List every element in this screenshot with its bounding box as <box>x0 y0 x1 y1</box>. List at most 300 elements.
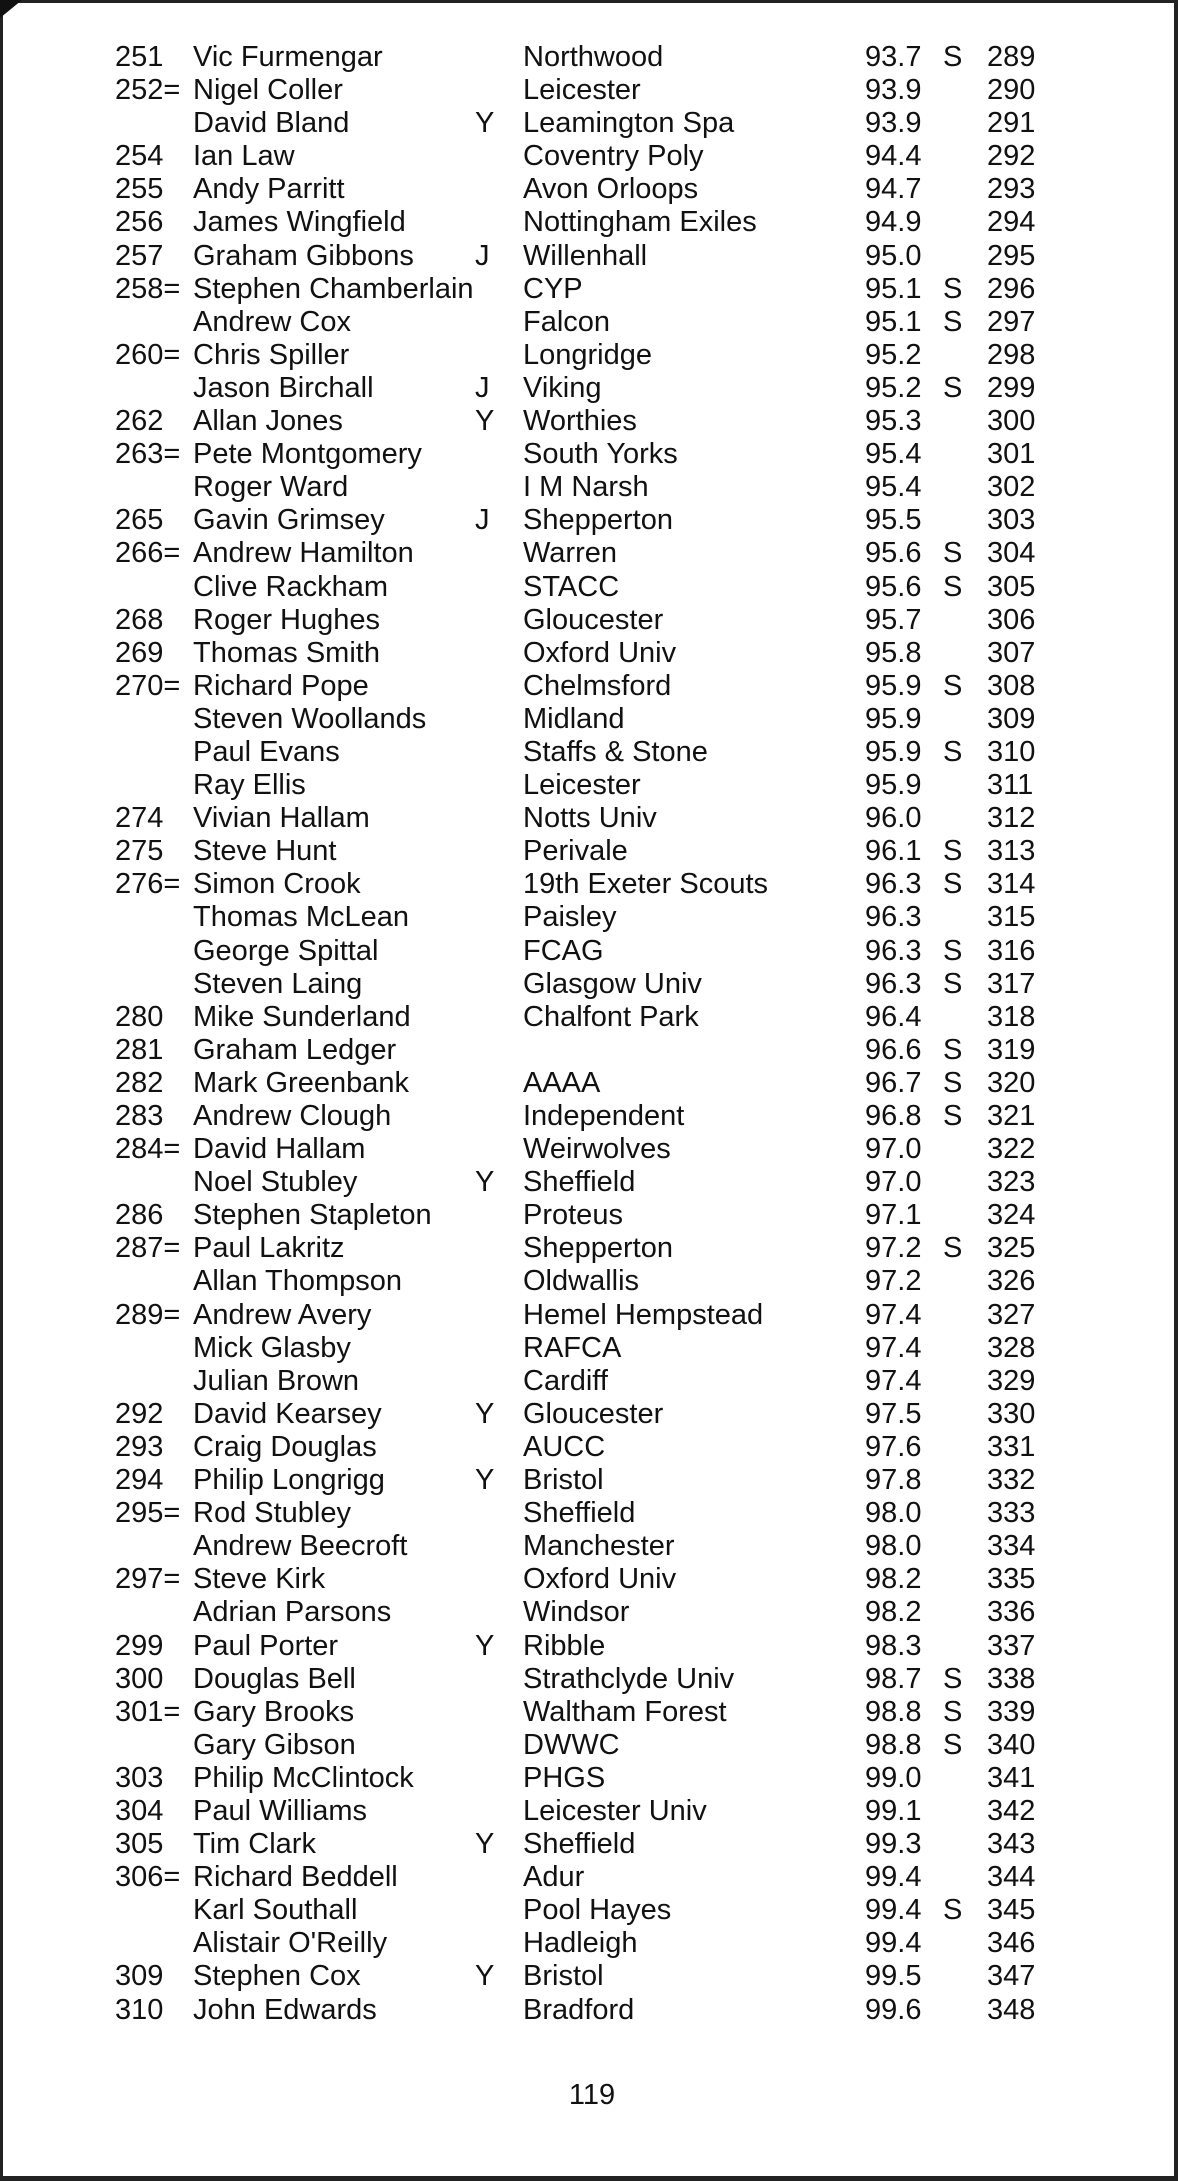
result-row <box>115 1464 1075 1497</box>
position: 257 <box>115 239 164 272</box>
club-name: Longridge <box>523 338 652 371</box>
overall-number: 344 <box>987 1861 1036 1894</box>
athlete-name: Alistair O'Reilly <box>193 1927 388 1960</box>
club-name: Windsor <box>523 1596 630 1629</box>
time-value: 98.8 <box>865 1728 922 1761</box>
time-value: 95.0 <box>865 239 922 272</box>
time-value: 95.4 <box>865 438 922 471</box>
result-row <box>115 1696 1075 1729</box>
time-value: 97.0 <box>865 1166 922 1199</box>
time-value: 97.5 <box>865 1397 922 1430</box>
overall-number: 338 <box>987 1662 1036 1695</box>
club-name: Hemel Hempstead <box>523 1298 764 1331</box>
overall-number: 289 <box>987 41 1036 73</box>
overall-number: 292 <box>987 140 1036 173</box>
athlete-name: Pete Montgomery <box>193 438 422 471</box>
overall-number: 331 <box>987 1430 1036 1463</box>
result-row <box>115 1563 1075 1596</box>
position: 293 <box>115 1430 164 1463</box>
age-category: Y <box>475 1464 495 1497</box>
result-row <box>115 273 1075 306</box>
overall-number: 300 <box>987 405 1036 438</box>
athlete-name: Steve Hunt <box>193 835 337 868</box>
club-name: Sheffield <box>523 1166 636 1199</box>
result-row <box>115 703 1075 736</box>
overall-number: 299 <box>987 371 1036 404</box>
result-row <box>115 537 1075 570</box>
position: 263= <box>115 438 181 471</box>
result-row <box>115 1828 1075 1861</box>
athlete-name: Vivian Hallam <box>193 802 370 835</box>
club-name: Weirwolves <box>523 1133 671 1166</box>
club-name: Adur <box>523 1861 585 1894</box>
position: 299 <box>115 1629 164 1662</box>
time-value: 95.6 <box>865 570 922 603</box>
club-name: Leamington Spa <box>523 107 735 140</box>
position: 258= <box>115 272 181 305</box>
position: 303 <box>115 1761 164 1794</box>
status-flag: S <box>943 669 963 702</box>
club-name: Ribble <box>523 1629 606 1662</box>
club-name: Coventry Poly <box>523 140 704 173</box>
athlete-name: David Hallam <box>193 1133 366 1166</box>
club-name: Chalfont Park <box>523 1000 699 1033</box>
club-name: Shepperton <box>523 1232 673 1265</box>
time-value: 96.3 <box>865 934 922 967</box>
status-flag: S <box>943 835 963 868</box>
position: 281 <box>115 1033 164 1066</box>
result-row <box>115 1861 1075 1894</box>
athlete-name: Andrew Hamilton <box>193 537 414 570</box>
position: 304 <box>115 1794 164 1827</box>
athlete-name: John Edwards <box>193 1993 377 2026</box>
overall-number: 298 <box>987 338 1036 371</box>
time-value: 97.4 <box>865 1298 922 1331</box>
athlete-name: Allan Jones <box>193 405 343 438</box>
club-name: Midland <box>523 702 625 735</box>
time-value: 95.1 <box>865 272 922 305</box>
athlete-name: Clive Rackham <box>193 570 388 603</box>
overall-number: 347 <box>987 1960 1036 1993</box>
club-name: Gloucester <box>523 1397 664 1430</box>
position: 309 <box>115 1960 164 1993</box>
overall-number: 291 <box>987 107 1036 140</box>
position: 275 <box>115 835 164 868</box>
athlete-name: Tim Clark <box>193 1828 316 1861</box>
result-row <box>115 670 1075 703</box>
position: 310 <box>115 1993 164 2026</box>
time-value: 99.3 <box>865 1828 922 1861</box>
club-name: Pool Hayes <box>523 1894 672 1927</box>
club-name: RAFCA <box>523 1331 622 1364</box>
result-row <box>115 1729 1075 1762</box>
athlete-name: Philip McClintock <box>193 1761 414 1794</box>
time-value: 96.1 <box>865 835 922 868</box>
overall-number: 308 <box>987 669 1036 702</box>
athlete-name: Allan Thompson <box>193 1265 403 1298</box>
athlete-name: Steven Woollands <box>193 702 427 735</box>
athlete-name: Mick Glasby <box>193 1331 351 1364</box>
athlete-name: Gavin Grimsey <box>193 504 385 537</box>
result-row <box>115 140 1075 173</box>
position: 256 <box>115 206 164 239</box>
athlete-name: Adrian Parsons <box>193 1596 392 1629</box>
status-flag: S <box>943 868 963 901</box>
position: 287= <box>115 1232 181 1265</box>
athlete-name: Douglas Bell <box>193 1662 356 1695</box>
overall-number: 323 <box>987 1166 1036 1199</box>
overall-number: 304 <box>987 537 1036 570</box>
position: 301= <box>115 1695 181 1728</box>
club-name: Independent <box>523 1100 685 1132</box>
overall-number: 327 <box>987 1298 1036 1331</box>
result-row <box>115 1232 1075 1265</box>
position: 270= <box>115 669 181 702</box>
result-row <box>115 1497 1075 1530</box>
athlete-name: Stephen Cox <box>193 1960 361 1993</box>
result-row <box>115 306 1075 339</box>
club-name: FCAG <box>523 934 604 967</box>
overall-number: 336 <box>987 1596 1036 1629</box>
status-flag: S <box>943 305 963 338</box>
result-row <box>115 1927 1075 1960</box>
club-name: DWWC <box>523 1728 620 1761</box>
result-row <box>115 173 1075 206</box>
time-value: 97.6 <box>865 1430 922 1463</box>
result-row <box>115 1034 1075 1067</box>
time-value: 96.8 <box>865 1100 922 1132</box>
athlete-name: Paul Williams <box>193 1794 368 1827</box>
overall-number: 311 <box>987 769 1034 802</box>
athlete-name: Andrew Cox <box>193 305 351 338</box>
page-number: 119 <box>568 2079 616 2111</box>
time-value: 97.2 <box>865 1265 922 1298</box>
club-name: Oxford Univ <box>523 1563 677 1596</box>
club-name: Hadleigh <box>523 1927 638 1960</box>
athlete-name: Julian Brown <box>193 1364 360 1397</box>
time-value: 98.0 <box>865 1497 922 1530</box>
club-name: Oxford Univ <box>523 636 677 669</box>
athlete-name: Mark Greenbank <box>193 1066 409 1099</box>
athlete-name: Chris Spiller <box>193 338 350 371</box>
result-row <box>115 1133 1075 1166</box>
age-category: Y <box>475 1629 495 1662</box>
position: 262 <box>115 405 164 438</box>
club-name: Chelmsford <box>523 669 672 702</box>
result-row <box>115 1100 1075 1133</box>
age-category: Y <box>475 1828 495 1861</box>
athlete-name: David Kearsey <box>193 1397 382 1430</box>
position: 297= <box>115 1563 181 1596</box>
time-value: 97.0 <box>865 1133 922 1166</box>
overall-number: 345 <box>987 1894 1036 1927</box>
club-name: 19th Exeter Scouts <box>523 868 769 901</box>
result-row <box>115 1530 1075 1563</box>
position: 294 <box>115 1464 164 1497</box>
result-row <box>115 968 1075 1001</box>
athlete-name: Paul Evans <box>193 735 340 768</box>
result-row <box>115 571 1075 604</box>
club-name: AUCC <box>523 1430 606 1463</box>
position: 282 <box>115 1066 164 1099</box>
result-row <box>115 107 1075 140</box>
time-value: 97.4 <box>865 1331 922 1364</box>
club-name: Leicester <box>523 74 641 107</box>
athlete-name: Andrew Clough <box>193 1100 392 1132</box>
overall-number: 293 <box>987 173 1036 206</box>
club-name: Sheffield <box>523 1828 636 1861</box>
time-value: 99.4 <box>865 1894 922 1927</box>
overall-number: 314 <box>987 868 1036 901</box>
result-row <box>115 372 1075 405</box>
position: 266= <box>115 537 181 570</box>
overall-number: 324 <box>987 1199 1036 1232</box>
time-value: 98.2 <box>865 1563 922 1596</box>
club-name: Warren <box>523 537 617 570</box>
overall-number: 333 <box>987 1497 1036 1530</box>
overall-number: 306 <box>987 603 1036 636</box>
time-value: 95.9 <box>865 702 922 735</box>
status-flag: S <box>943 1066 963 1099</box>
time-value: 93.9 <box>865 74 922 107</box>
club-name: Northwood <box>523 41 664 73</box>
time-value: 96.0 <box>865 802 922 835</box>
result-row <box>115 1894 1075 1927</box>
time-value: 96.7 <box>865 1066 922 1099</box>
overall-number: 310 <box>987 735 1036 768</box>
overall-number: 301 <box>987 438 1036 471</box>
athlete-name: Philip Longrigg <box>193 1464 385 1497</box>
overall-number: 346 <box>987 1927 1036 1960</box>
overall-number: 341 <box>987 1761 1036 1794</box>
status-flag: S <box>943 537 963 570</box>
result-row <box>115 1596 1075 1629</box>
athlete-name: Vic Furmengar <box>193 41 383 73</box>
status-flag: S <box>943 1695 963 1728</box>
result-row <box>115 769 1075 802</box>
athlete-name: Graham Ledger <box>193 1033 397 1066</box>
status-flag: S <box>943 570 963 603</box>
overall-number: 343 <box>987 1828 1036 1861</box>
status-flag: S <box>943 371 963 404</box>
athlete-name: Gary Gibson <box>193 1728 356 1761</box>
time-value: 96.3 <box>865 967 922 1000</box>
status-flag: S <box>943 967 963 1000</box>
result-row <box>115 1960 1075 1993</box>
result-row <box>115 1199 1075 1232</box>
time-value: 95.4 <box>865 471 922 504</box>
time-value: 95.8 <box>865 636 922 669</box>
athlete-name: Paul Porter <box>193 1629 339 1662</box>
result-row <box>115 471 1075 504</box>
club-name: Notts Univ <box>523 802 657 835</box>
age-category: J <box>475 239 490 272</box>
athlete-name: Steven Laing <box>193 967 363 1000</box>
overall-number: 322 <box>987 1133 1036 1166</box>
overall-number: 312 <box>987 802 1036 835</box>
position: 284= <box>115 1133 181 1166</box>
club-name: Bristol <box>523 1464 604 1497</box>
result-row <box>115 405 1075 438</box>
athlete-name: James Wingfield <box>193 206 406 239</box>
result-row <box>115 438 1075 471</box>
overall-number: 294 <box>987 206 1036 239</box>
position: 283 <box>115 1100 164 1132</box>
time-value: 95.1 <box>865 305 922 338</box>
time-value: 99.4 <box>865 1927 922 1960</box>
position: 255 <box>115 173 164 206</box>
overall-number: 340 <box>987 1728 1036 1761</box>
athlete-name: Stephen Chamberlain <box>193 272 474 305</box>
position: 260= <box>115 338 181 371</box>
club-name: Willenhall <box>523 239 648 272</box>
overall-number: 326 <box>987 1265 1036 1298</box>
overall-number: 330 <box>987 1397 1036 1430</box>
result-row <box>115 736 1075 769</box>
time-value: 97.2 <box>865 1232 922 1265</box>
overall-number: 335 <box>987 1563 1036 1596</box>
result-row <box>115 835 1075 868</box>
result-row <box>115 802 1075 835</box>
result-row <box>115 240 1075 273</box>
club-name: Waltham Forest <box>523 1695 727 1728</box>
status-flag: S <box>943 1894 963 1927</box>
athlete-name: George Spittal <box>193 934 379 967</box>
result-row <box>115 1762 1075 1795</box>
club-name: PHGS <box>523 1761 606 1794</box>
overall-number: 332 <box>987 1464 1036 1497</box>
position: 295= <box>115 1497 181 1530</box>
result-row <box>115 1795 1075 1828</box>
position: 251 <box>115 41 164 73</box>
club-name: Leicester Univ <box>523 1794 707 1827</box>
club-name: Strathclyde Univ <box>523 1662 735 1695</box>
time-value: 99.5 <box>865 1960 922 1993</box>
position: 268 <box>115 603 164 636</box>
result-row <box>115 1630 1075 1663</box>
result-row <box>115 1001 1075 1034</box>
overall-number: 316 <box>987 934 1036 967</box>
club-name: Falcon <box>523 305 611 338</box>
athlete-name: Ray Ellis <box>193 769 306 802</box>
time-value: 96.3 <box>865 868 922 901</box>
time-value: 95.2 <box>865 371 922 404</box>
club-name: Oldwallis <box>523 1265 640 1298</box>
overall-number: 320 <box>987 1066 1036 1099</box>
club-name: I M Narsh <box>523 471 649 504</box>
overall-number: 313 <box>987 835 1036 868</box>
athlete-name: David Bland <box>193 107 350 140</box>
position: 289= <box>115 1298 181 1331</box>
time-value: 96.4 <box>865 1000 922 1033</box>
position: 276= <box>115 868 181 901</box>
time-value: 98.7 <box>865 1662 922 1695</box>
athlete-name: Andrew Avery <box>193 1298 372 1331</box>
athlete-name: Steve Kirk <box>193 1563 326 1596</box>
time-value: 97.4 <box>865 1364 922 1397</box>
overall-number: 305 <box>987 570 1036 603</box>
athlete-name: Ian Law <box>193 140 295 173</box>
time-value: 96.6 <box>865 1033 922 1066</box>
athlete-name: Andy Parritt <box>193 173 345 206</box>
club-name: Gloucester <box>523 603 664 636</box>
position: 265 <box>115 504 164 537</box>
result-row <box>115 206 1075 239</box>
athlete-name: Paul Lakritz <box>193 1232 345 1265</box>
result-row <box>115 41 1075 74</box>
club-name: Manchester <box>523 1530 675 1563</box>
club-name: CYP <box>523 272 583 305</box>
status-flag: S <box>943 1033 963 1066</box>
age-category: J <box>475 371 490 404</box>
time-value: 94.4 <box>865 140 922 173</box>
overall-number: 342 <box>987 1794 1036 1827</box>
overall-number: 309 <box>987 702 1036 735</box>
time-value: 99.4 <box>865 1861 922 1894</box>
athlete-name: Karl Southall <box>193 1894 358 1927</box>
overall-number: 315 <box>987 901 1036 934</box>
club-name: Glasgow Univ <box>523 967 702 1000</box>
age-category: Y <box>475 1397 495 1430</box>
athlete-name: Noel Stubley <box>193 1166 358 1199</box>
result-row <box>115 1166 1075 1199</box>
time-value: 93.7 <box>865 41 922 73</box>
result-row <box>115 868 1075 901</box>
athlete-name: Nigel Coller <box>193 74 343 107</box>
time-value: 95.7 <box>865 603 922 636</box>
overall-number: 329 <box>987 1364 1036 1397</box>
time-value: 97.1 <box>865 1199 922 1232</box>
club-name: South Yorks <box>523 438 678 471</box>
time-value: 96.3 <box>865 901 922 934</box>
overall-number: 328 <box>987 1331 1036 1364</box>
time-value: 97.8 <box>865 1464 922 1497</box>
club-name: Avon Orloops <box>523 173 699 206</box>
athlete-name: Thomas Smith <box>193 636 380 669</box>
overall-number: 339 <box>987 1695 1036 1728</box>
overall-number: 334 <box>987 1530 1036 1563</box>
status-flag: S <box>943 1662 963 1695</box>
result-row <box>115 1067 1075 1100</box>
club-name: STACC <box>523 570 620 603</box>
time-value: 95.2 <box>865 338 922 371</box>
time-value: 95.9 <box>865 769 922 802</box>
club-name: Bradford <box>523 1993 635 2026</box>
time-value: 95.9 <box>865 669 922 702</box>
position: 254 <box>115 140 164 173</box>
club-name: Proteus <box>523 1199 623 1232</box>
overall-number: 317 <box>987 967 1036 1000</box>
result-row <box>115 1398 1075 1431</box>
overall-number: 297 <box>987 305 1036 338</box>
time-value: 95.9 <box>865 735 922 768</box>
overall-number: 290 <box>987 74 1036 107</box>
result-row <box>115 1431 1075 1464</box>
overall-number: 319 <box>987 1033 1036 1066</box>
club-name: AAAA <box>523 1066 601 1099</box>
age-category: Y <box>475 1960 495 1993</box>
time-value: 99.6 <box>865 1993 922 2026</box>
club-name: Shepperton <box>523 504 673 537</box>
overall-number: 295 <box>987 239 1036 272</box>
overall-number: 296 <box>987 272 1036 305</box>
result-row <box>115 1299 1075 1332</box>
club-name: Nottingham Exiles <box>523 206 757 239</box>
overall-number: 337 <box>987 1629 1036 1662</box>
age-category: Y <box>475 1166 495 1199</box>
club-name: Paisley <box>523 901 617 934</box>
time-value: 98.8 <box>865 1695 922 1728</box>
